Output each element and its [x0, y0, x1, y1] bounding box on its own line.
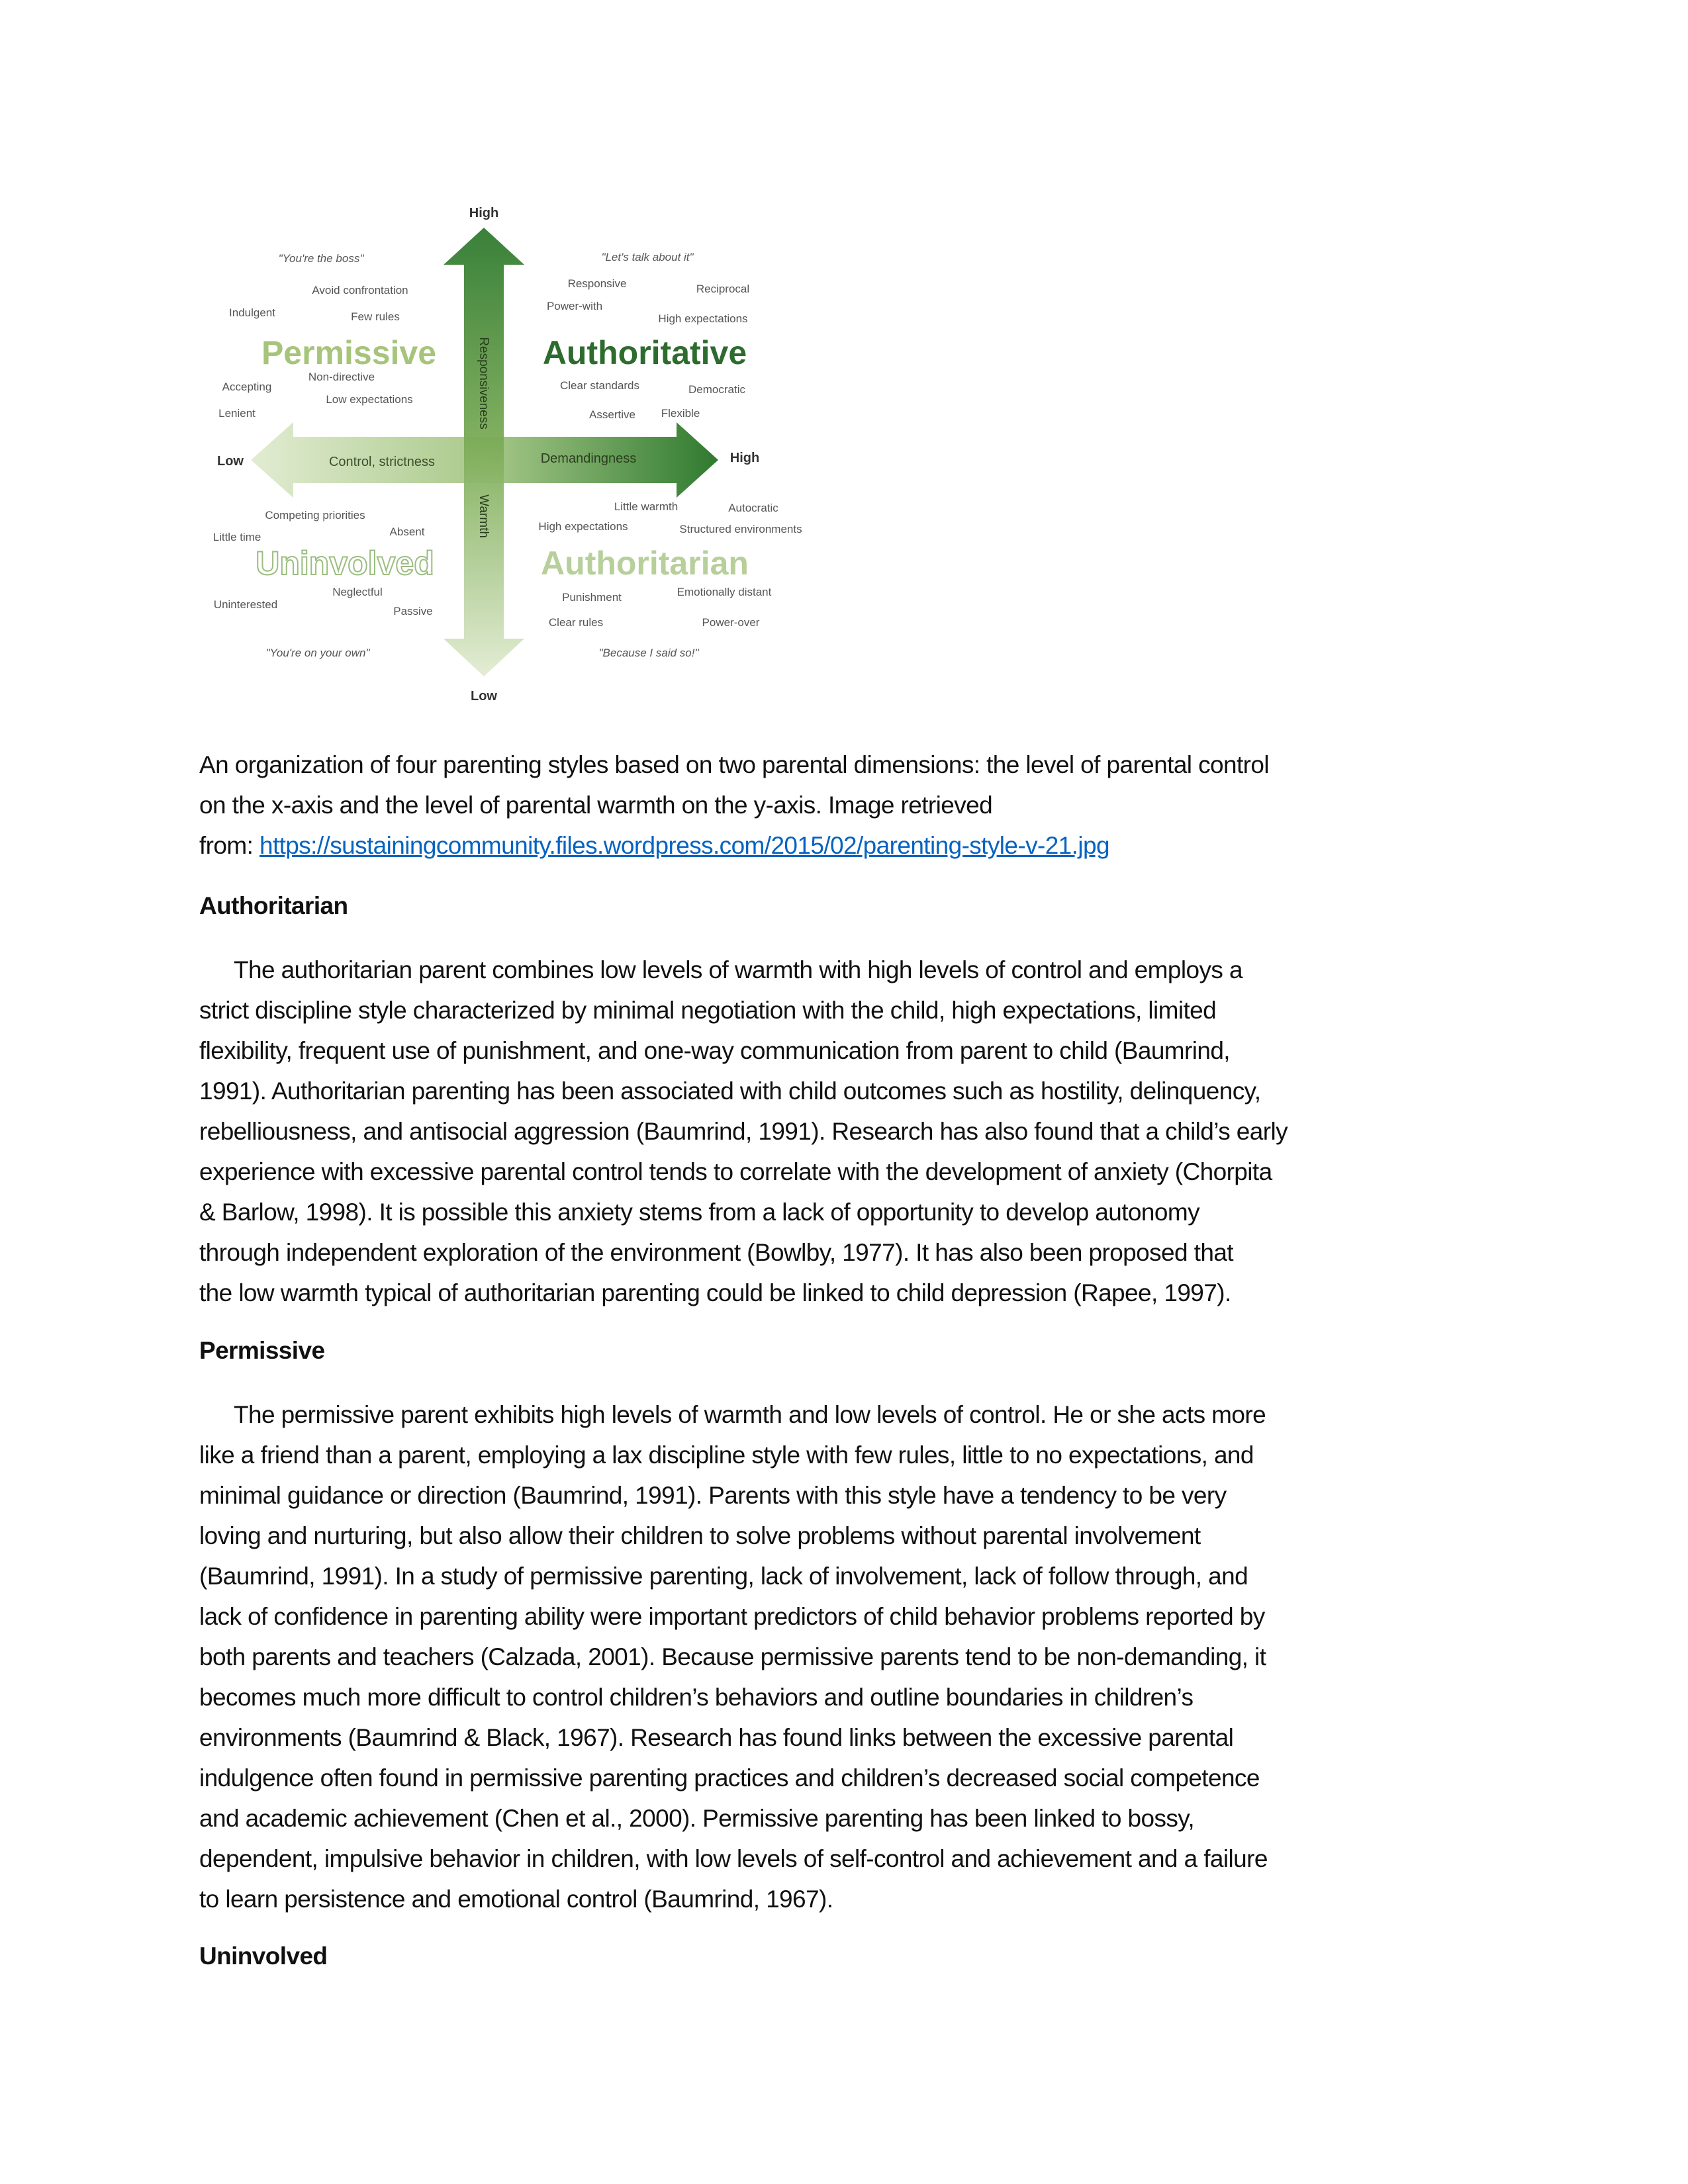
authoritarian-quote: "Because I said so!"	[598, 647, 699, 659]
y-low-label: Low	[471, 689, 497, 704]
authoritative-word: Flexible	[661, 407, 700, 420]
paragraph-line: through independent exploration of the environment (Bowlby, 1977). It has also been proposed that	[199, 1239, 1233, 1266]
paragraph-line: like a friend than a parent, employing a lax discipline style with few rules, little to no expectations, and	[199, 1441, 1254, 1469]
source-link[interactable]: https://sustainingcommunity.files.wordpress.com/2015/02/parenting-style-v-21.jpg	[259, 832, 1109, 859]
permissive-word: Few rules	[351, 310, 400, 323]
paragraph-line: and academic achievement (Chen et al., 2000). Permissive parenting has been linked to bossy,	[199, 1805, 1195, 1832]
permissive-word: Avoid confrontation	[312, 284, 408, 296]
uninvolved-quote: "You're on your own"	[265, 647, 370, 659]
paragraph-line: minimal guidance or direction (Baumrind, 1991). Parents with this style have a tendency to be very	[199, 1482, 1227, 1509]
paragraph-line: strict discipline style characterized by minimal negotiation with the child, high expectations, limited	[199, 997, 1217, 1024]
permissive-word: Lenient	[218, 407, 256, 420]
authoritative-word: Responsive	[567, 277, 627, 290]
paragraph-line: dependent, impulsive behavior in children, with low levels of self-control and achievement and a failure	[199, 1845, 1268, 1872]
control-label: Control, strictness	[328, 455, 436, 469]
section-heading-uninvolved: Uninvolved	[199, 1942, 328, 1970]
uninvolved-word: Competing priorities	[265, 509, 365, 522]
paragraph-line: to learn persistence and emotional control (Baumrind, 1967).	[199, 1886, 833, 1913]
uninvolved-word: Absent	[389, 525, 425, 538]
authoritarian-word: Punishment	[562, 591, 622, 604]
caption-line	[199, 825, 1269, 866]
paragraph-line: experience with excessive parental control tends to correlate with the development of anxiety (Chorpita	[199, 1158, 1272, 1185]
authoritarian-word: High expectations	[538, 520, 628, 533]
paragraph-line: environments (Baumrind & Black, 1967). Research has found links between the excessive parental	[199, 1724, 1234, 1751]
authoritative-word: Reciprocal	[696, 283, 750, 295]
caption-line: on the x-axis and the level of parental warmth on the y-axis. Image retrieved	[199, 792, 993, 819]
responsiveness-label: Responsiveness	[477, 337, 491, 430]
authoritative-word: Clear standards	[559, 379, 640, 392]
permissive-quote: "You're the boss"	[278, 252, 364, 265]
authoritative-word: Power-with	[546, 300, 603, 312]
paragraph-line: the low warmth typical of authoritarian parenting could be linked to child depression (Rapee, 1997).	[199, 1279, 1231, 1306]
section-heading-authoritarian: Authoritarian	[199, 892, 348, 919]
uninvolved-word: Uninterested	[213, 598, 278, 611]
authoritarian-paragraph	[199, 950, 1288, 1313]
paragraph-line: loving and nurturing, but also allow their children to solve problems without parental involvement	[199, 1522, 1201, 1549]
section-heading-permissive: Permissive	[199, 1337, 325, 1364]
authoritarian-word: Power-over	[702, 616, 760, 629]
permissive-paragraph	[199, 1394, 1268, 1919]
parenting-styles-diagram	[192, 192, 827, 721]
paragraph-line: indulgence often found in permissive parenting practices and children’s decreased social competence	[199, 1764, 1260, 1792]
uninvolved-title: Uninvolved	[256, 545, 434, 582]
paragraph-line: The permissive parent exhibits high levels of warmth and low levels of control. He or she acts more	[234, 1401, 1266, 1428]
caption-line: An organization of four parenting styles based on two parental dimensions: the level of parental control	[199, 751, 1269, 778]
authoritarian-word: Clear rules	[548, 616, 604, 629]
authoritarian-word: Little warmth	[614, 500, 679, 513]
y-high-label: High	[469, 206, 499, 220]
authoritative-word: Democratic	[688, 383, 745, 396]
warmth-label: Warmth	[477, 494, 491, 538]
paragraph-line: lack of confidence in parenting ability were important predictors of child behavior problems reported by	[199, 1603, 1265, 1630]
authoritarian-word: Autocratic	[728, 502, 778, 514]
paragraph-line: (Baumrind, 1991). In a study of permissive parenting, lack of involvement, lack of follow through, and	[199, 1563, 1248, 1590]
authoritative-word: High expectations	[658, 312, 748, 325]
uninvolved-word: Little time	[212, 531, 261, 543]
permissive-word: Non-directive	[308, 371, 375, 383]
uninvolved-word: Neglectful	[332, 586, 383, 598]
paragraph-line: The authoritarian parent combines low levels of warmth with high levels of control and employs a	[234, 956, 1243, 983]
authoritative-title: Authoritative	[542, 334, 747, 371]
permissive-word: Accepting	[222, 381, 272, 393]
permissive-word: Low expectations	[326, 393, 413, 406]
paragraph-line: becomes much more difficult to control children’s behaviors and outline boundaries in children’s	[199, 1684, 1194, 1711]
authoritarian-word: Structured environments	[679, 523, 802, 535]
uninvolved-word: Passive	[393, 605, 433, 617]
authoritative-quote: "Let's talk about it"	[601, 251, 694, 263]
paragraph-line: 1991). Authoritarian parenting has been associated with child outcomes such as hostility, delinquency,	[199, 1077, 1261, 1105]
x-low-label: Low	[217, 454, 244, 469]
authoritarian-title: Authoritarian	[541, 545, 749, 582]
authoritarian-word: Emotionally distant	[677, 586, 772, 598]
x-high-label: High	[729, 451, 760, 465]
paragraph-line: flexibility, frequent use of punishment, and one-way communication from parent to child (Baumrind,	[199, 1037, 1230, 1064]
caption-prefix: from:	[199, 832, 259, 859]
paragraph-line: both parents and teachers (Calzada, 2001). Because permissive parents tend to be non-demanding, it	[199, 1643, 1266, 1670]
paragraph-line: rebelliousness, and antisocial aggression (Baumrind, 1991). Research has also found that a child’s early	[199, 1118, 1288, 1145]
permissive-word: Indulgent	[229, 306, 275, 319]
figure-caption	[199, 745, 1269, 866]
demandingness-label: Demandingness	[540, 451, 637, 466]
paragraph-line: & Barlow, 1998). It is possible this anxiety stems from a lack of opportunity to develop autonomy	[199, 1199, 1199, 1226]
authoritative-word: Assertive	[589, 408, 635, 421]
permissive-title: Permissive	[261, 334, 437, 371]
